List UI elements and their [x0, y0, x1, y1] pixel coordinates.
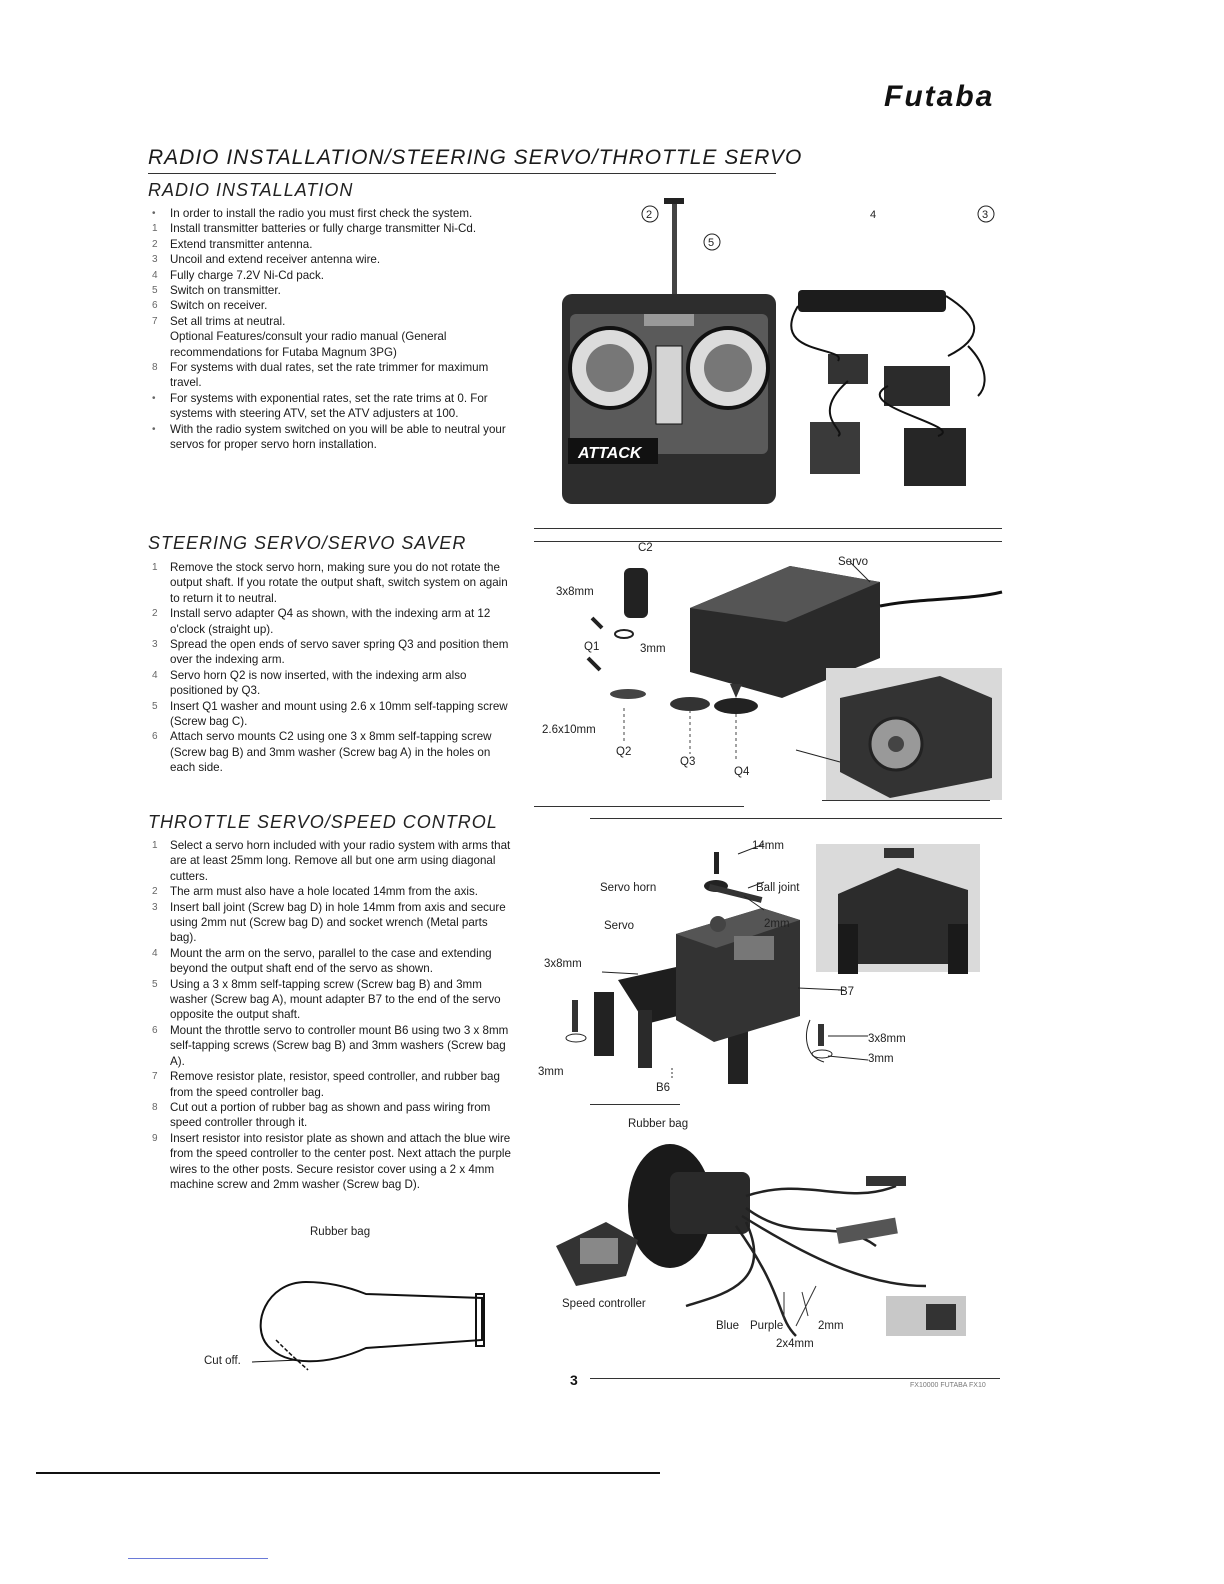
label-3mm-left: 3mm [538, 1066, 564, 1078]
label-b6: B6 [656, 1082, 671, 1094]
list-item: 6 Switch on receiver. [152, 299, 268, 313]
label-2mm: 2mm [818, 1320, 844, 1332]
label-servo-horn: Servo horn [600, 882, 657, 894]
section-divider [534, 806, 744, 807]
steering-servo-diagram [540, 548, 1008, 804]
label-3x8mm-right: 3x8mm [868, 1033, 906, 1045]
rubber-bag-title: Rubber bag [310, 1226, 371, 1238]
label-c2: C2 [638, 542, 653, 554]
list-item: 7 Remove resistor plate, resistor, speed controller, and rubber bag from the speed controller bag. [152, 1070, 500, 1099]
list-item: 8 For systems with dual rates, set the rate trimmer for maximum travel. [152, 361, 489, 390]
cut-off-label: Cut off. [204, 1355, 241, 1367]
list-item: 5 Using a 3 x 8mm self-tapping screw (Screw bag B) and 3mm washer (Screw bag A), mount adapter B7 to the end of the servo opposite the output shaft. [152, 977, 501, 1022]
label-servo: Servo [604, 920, 635, 932]
speed-figure-title: Rubber bag [628, 1118, 689, 1130]
label-3x8mm: 3x8mm [556, 586, 594, 598]
list-item: 9 Insert resistor into resistor plate as shown and attach the blue wire from the speed controller to the center post. Next attach the purple wires to the other posts. Secure resistor cover using a 2 x 4mm machine screw and 2mm washer (Screw bag D). [152, 1131, 511, 1191]
callout-3: 3 [982, 209, 989, 221]
scan-line-blue [128, 1558, 268, 1559]
list-item: 1 Install transmitter batteries or fully charge transmitter Ni-Cd. [152, 222, 477, 236]
list-item: 3 Uncoil and extend receiver antenna wire. [152, 253, 381, 267]
steering-steps [148, 560, 516, 776]
list-item: • For systems with exponential rates, set the rate trims at 0. For systems with steering ATV, set the ATV adjusters at 100. [152, 391, 488, 421]
page-title: RADIO INSTALLATION/STEERING SERVO/THROTTLE SERVO [148, 146, 803, 169]
callout-5: 5 [708, 237, 715, 249]
label-3x8mm-left: 3x8mm [544, 958, 582, 970]
section-divider [590, 1104, 680, 1105]
list-item: 5 Switch on transmitter. [152, 284, 281, 298]
list-item: • With the radio system switched on you will be able to neutral your servos for proper servo horn installation. [152, 422, 506, 452]
label-q3: Q3 [680, 756, 696, 768]
section-divider [534, 541, 1002, 542]
list-item: 6 Mount the throttle servo to controller mount B6 using two 3 x 8mm self-tapping screws (Screw bag B) and 3mm washers (Screw bag A). [152, 1023, 509, 1068]
label-3mm: 3mm [640, 643, 666, 655]
label-q1: Q1 [584, 641, 600, 653]
label-q2: Q2 [616, 746, 632, 758]
radio-heading: RADIO INSTALLATION [148, 180, 354, 200]
callout-2: 2 [646, 209, 653, 221]
throttle-heading: THROTTLE SERVO/SPEED CONTROL [148, 812, 498, 832]
list-item: 3 Insert ball joint (Screw bag D) in hole 14mm from axis and secure using 2mm nut (Screw bag D) and socket wrench (Metal parts bag). [152, 900, 506, 945]
list-item: 3 Spread the open ends of servo saver spring Q3 and position them over the indexing arm. [152, 638, 509, 667]
label-2x4mm: 2x4mm [776, 1338, 814, 1350]
list-item: 8 Cut out a portion of rubber bag as shown and pass wiring from speed controller through it. [152, 1100, 491, 1130]
footer-rule [590, 1378, 1000, 1379]
label-servo: Servo [838, 556, 869, 568]
list-item: 1 Remove the stock servo horn, making sure you do not rotate the output shaft. If you rotate the output shaft, switch system on again to return it to neutral. [152, 561, 508, 605]
list-item: 4 Fully charge 7.2V Ni-Cd pack. [152, 268, 325, 282]
label-2mm: 2mm [764, 918, 790, 930]
throttle-steps [148, 838, 516, 1192]
list-item: Optional Features/consult your radio manual (General recommendations for Futaba Magnum 3PG) [170, 330, 447, 359]
section-divider [590, 818, 1002, 819]
label-ball-joint: Ball joint [756, 882, 800, 894]
title-rule [148, 173, 776, 174]
label-b7: B7 [840, 986, 855, 998]
section-divider [534, 528, 1002, 529]
label-14mm: 14mm [752, 840, 784, 852]
list-item: 7 Set all trims at neutral. [152, 314, 286, 328]
radio-steps [148, 206, 516, 453]
list-item: 2 The arm must also have a hole located 14mm from the axis. [152, 885, 479, 899]
attack-logo-text: ATTACK [578, 445, 642, 462]
label-blue: Blue [716, 1320, 740, 1332]
throttle-servo-diagram [538, 824, 1004, 1104]
list-item: 1 Select a servo horn included with your radio system with arms that are at least 25mm long. Remove all but one arm using diagonal cutters. [152, 839, 511, 883]
label-purple: Purple [750, 1320, 784, 1332]
steering-heading: STEERING SERVO/SERVO SAVER [148, 533, 467, 553]
rubber-bag-diagram [246, 1270, 496, 1380]
label-q4: Q4 [734, 766, 750, 778]
scan-line [36, 1472, 660, 1474]
list-item: 2 Install servo adapter Q4 as shown, with the indexing arm at 12 o'clock (straight up). [152, 607, 491, 636]
list-item: 6 Attach servo mounts C2 using one 3 x 8mm self-tapping screw (Screw bag B) and 3mm washer (Screw bag A) in the holes on each side. [152, 730, 492, 775]
label-speed-controller: Speed controller [562, 1298, 646, 1310]
brand-logo: Futaba [884, 80, 995, 113]
label-3mm-right: 3mm [868, 1053, 894, 1065]
callout-4: 4 [870, 209, 877, 221]
label-2-6x10mm: 2.6x10mm [542, 724, 596, 736]
page-number: 3 [570, 1372, 578, 1388]
section-divider [822, 800, 990, 801]
list-item: 5 Insert Q1 washer and mount using 2.6 x 10mm self-tapping screw (Screw bag C). [152, 699, 508, 729]
radio-system-photo [548, 196, 1012, 512]
list-item: 4 Servo horn Q2 is now inserted, with the indexing arm also positioned by Q3. [152, 668, 467, 698]
footer-code: FX10000 FUTABA FX10 [910, 1382, 986, 1389]
list-item: • In order to install the radio you must first check the system. [152, 207, 473, 220]
list-item: 2 Extend transmitter antenna. [152, 237, 313, 251]
list-item: 4 Mount the arm on the servo, parallel to the case and extending beyond the output shaft end of the servo as shown. [152, 946, 492, 976]
